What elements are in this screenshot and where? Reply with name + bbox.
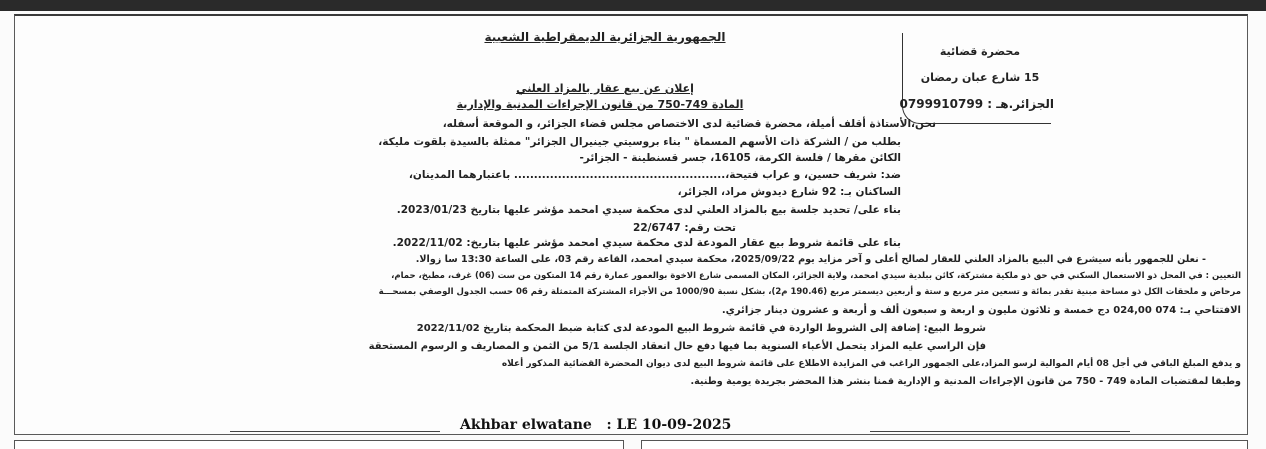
body-line-10: التعيين : في المحل ذو الاستعمال السكني في حق ذو ملكية مشتركة، كائن ببلدية سيدي امحمد، ولاية الجزائر، المكان المسمى شارع الاخوة بوالعمور عمارة رقم 14 المتكون من ست (06) غرف، مطبخ، حمام، (391, 271, 1241, 281)
stamp-address: 15 شارع عبان رمضان (920, 71, 1040, 84)
body-line-12: الافتتاحي بـ: 074 024,00 دج خمسة و ثلاثون مليون و اربعة و سبعون ألف و أربعة و عشرون دينار جزائري. (721, 305, 1241, 316)
body-line-5: الساكنان بـ: 92 شارع ديدوش مراد، الجزائر، (677, 186, 901, 198)
body-line-16: وطبقا لمقتضيات المادة 749 - 750 من قانون الإجراءات المدنية و الإدارية قمنا بنشر هذا المحضر بجريدة يومية وطنية. (690, 376, 1241, 387)
body-line-11: مرحاض و ملحقات الكل ذو مساحة مبنية تقدر بمائة و تسعين متر مربع و ستة و أربعين ديسمتر مربع (190.46 م2)، بشكل نسبة 1000/90 من الأجزاء المشتركة المتمثلة رقم 06 حسب الجدول الوصفي بمسحـــة (378, 287, 1241, 297)
separator-right (870, 431, 1130, 432)
stamp-title: محضرة قضائية (939, 45, 1021, 58)
body-line-6: بناء على/ تحديد جلسة بيع بالمزاد العلني لدى محكمة سيدي امحمد مؤشر عليها بتاريخ 2023/01/23. (396, 204, 901, 216)
notice-title: إعلان عن بيع عقار بالمزاد العلني (516, 82, 694, 95)
body-line-8: بناء على قائمة شروط بيع عقار المودعة لدى محكمة سيدي امحمد مؤشر عليها بتاريخ: 2022/11/02. (392, 237, 901, 249)
stamp-phone: الجزائر.هـ : 0799910799 (899, 97, 1054, 111)
separator-left (230, 431, 440, 432)
top-border-bar (0, 0, 1266, 11)
document-header: الجمهورية الجزائرية الديمقراطية الشعبية (484, 30, 726, 44)
body-line-7: تحت رقم: 22/6747 (633, 222, 736, 234)
body-line-14: فإن الراسي عليه المزاد يتحمل الأعباء السنوية بما فيها دفع حال انعقاد الجلسة 5/1 من الثمن و المصاريف و الرسوم المستحقة (368, 341, 986, 352)
notice-subtitle: المادة 749-750 من قانون الإجراءات المدنية والإدارية (456, 98, 744, 111)
body-line-9: - نعلن للجمهور بأنه سيشرع في البيع بالمزاد العلني للعقار لصالح أعلى و آخر مزايد يوم 2025/09/22، محكمة سيدي امحمد، القاعة رقم 03، على الساعة 13:30 سا زوالا. (415, 254, 1206, 265)
next-notice-frame-left (14, 440, 624, 449)
body-line-1: نحن،الأستاذة أقلف أميلة، محضرة قضائية لدى الاختصاص مجلس قضاء الجزائر، و الموقعة أسفله، (442, 118, 936, 130)
body-line-15: و يدفع المبلغ الباقي في أجل 08 أيام الموالية لرسو المزاد،على الجمهور الراغب في المزايدة الاطلاع على قائمة شروط البيع لدى ديوان المحضرة القضائية المذكور أعلاه (501, 359, 1241, 369)
body-line-13: شروط البيع: إضافة إلى الشروط الواردة في قائمة شروط البيع المودعة لدى كتابة ضبط المحكمة بتاريخ 2022/11/02 (416, 323, 986, 334)
notice-frame (14, 14, 1248, 435)
body-line-4: ضد: شريف حسين، و عراب فتيحة،..................................................... باعتبارهما المدينان، (408, 169, 901, 181)
next-notice-frame-right (641, 440, 1248, 449)
body-line-3: الكائن مقرها / فلسة الكرمة، 16105، جسر قسنطينة - الجزائر- (579, 152, 901, 164)
body-line-2: بطلب من / الشركة ذات الأسهم المسماة " بناء بروسيتي جينيرال الجزائر" ممثلة بالسيدة بلقوت مليكة، (378, 136, 901, 148)
publication-source: Akhbar elwatane : LE 10-09-2025 (460, 417, 732, 433)
